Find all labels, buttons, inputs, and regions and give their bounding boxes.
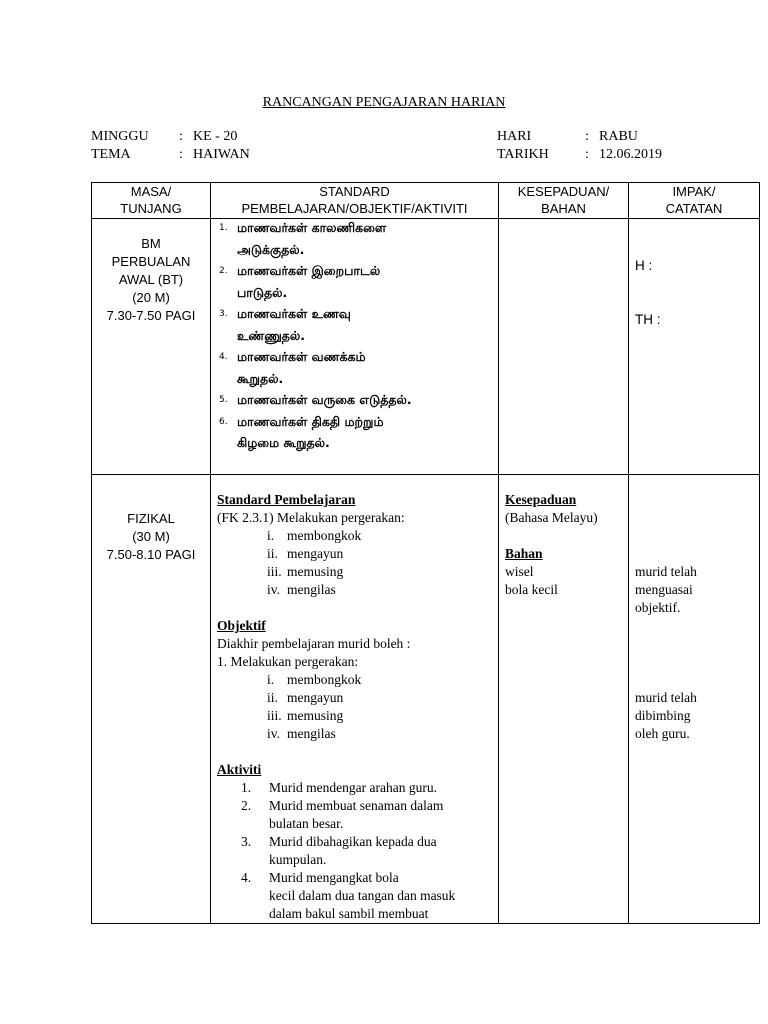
impak-cell	[629, 219, 760, 475]
list-item: 3. Murid dibahagikan kepada dua kumpulan.	[241, 834, 437, 867]
aktiviti-list	[217, 779, 498, 923]
list-item: ii. mengayun	[267, 690, 344, 705]
activity-cell	[211, 475, 499, 924]
list-item: 6. மாணவர்கள் திகதி மற்றும் கிழமை கூறுதல்.	[219, 413, 384, 450]
list-item: 1. மாணவர்கள் காலணிகளை அடுக்குதல்.	[219, 220, 387, 257]
header-kesepaduan: KESEPADUAN/ BAHAN	[499, 183, 629, 219]
hari-label: HARI	[497, 129, 532, 144]
list-item: iii. memusing	[267, 708, 344, 723]
bahan-item: bola kecil	[505, 582, 558, 597]
tarikh-value: 12.06.2019	[599, 147, 662, 162]
bahan-item: wisel	[505, 564, 534, 579]
list-item: 4. Murid mengangkat bola kecil dalam dua tangan dan masuk dalam bakul sambil membuat	[241, 870, 456, 921]
header-impak: IMPAK/ CATATAN	[629, 183, 760, 219]
list-item: 4. மாணவர்கள் வணக்கம் கூறுதல்.	[219, 349, 366, 386]
bahan-heading: Bahan	[505, 546, 543, 561]
list-item: iv. mengilas	[267, 726, 336, 741]
tarikh-label: TARIKH	[497, 147, 549, 162]
minggu-value: KE - 20	[193, 129, 238, 144]
list-item: iv. mengilas	[267, 582, 336, 597]
activity-cell	[211, 219, 499, 475]
hari-value: RABU	[599, 129, 638, 144]
standard-pembelajaran-heading: Standard Pembelajaran	[217, 492, 356, 507]
table-row	[92, 219, 760, 475]
list-item: 2. மாணவர்கள் இறைபாடல் பாடுதல்.	[219, 263, 381, 300]
movement-list	[217, 527, 498, 599]
masa-cell	[92, 219, 211, 475]
table-header-row	[92, 183, 760, 219]
table-row	[92, 475, 760, 924]
info-right	[497, 128, 662, 164]
impak-h: H :	[635, 258, 653, 273]
document-title: RANCANGAN PENGAJARAN HARIAN	[262, 95, 506, 110]
standard-line: (FK 2.3.1) Melakukan pergerakan:	[217, 510, 405, 525]
masa-text: BM PERBUALAN AWAL (BT) (20 M) 7.30-7.50 PAGI	[106, 236, 196, 323]
aktiviti-heading: Aktiviti	[217, 762, 262, 777]
list-item: 1. Murid mendengar arahan guru.	[241, 780, 437, 795]
objektif-line: 1. Melakukan pergerakan:	[217, 654, 359, 669]
tamil-activity-list	[211, 217, 498, 454]
list-item: i. membongkok	[267, 528, 362, 543]
colon: :	[179, 147, 183, 162]
masa-cell	[92, 475, 211, 924]
tema-value: HAIWAN	[193, 147, 250, 162]
catatan-note: murid telah dibimbing oleh guru.	[635, 690, 697, 741]
minggu-label: MINGGU	[91, 129, 149, 144]
colon: :	[585, 129, 589, 144]
objektif-heading: Objektif	[217, 618, 266, 633]
impak-th: TH :	[635, 312, 661, 327]
colon: :	[179, 129, 183, 144]
colon: :	[585, 147, 589, 162]
list-item: 2. Murid membuat senaman dalam bulatan besar.	[241, 798, 444, 831]
list-item: i. membongkok	[267, 672, 362, 687]
kesepaduan-cell	[499, 475, 629, 924]
kesepaduan-value: (Bahasa Melayu)	[505, 510, 598, 525]
catatan-note: murid telah menguasai objektif.	[635, 564, 697, 615]
kesepaduan-heading: Kesepaduan	[505, 492, 577, 507]
tema-label: TEMA	[91, 147, 131, 162]
movement-list	[217, 671, 498, 743]
masa-text: FIZIKAL (30 M) 7.50-8.10 PAGI	[106, 511, 196, 562]
info-left	[91, 128, 250, 164]
kesepaduan-cell	[499, 219, 629, 475]
list-item: 5. மாணவர்கள் வருகை எடுத்தல்.	[219, 392, 412, 407]
lesson-plan-table	[91, 182, 760, 924]
list-item: iii. memusing	[267, 564, 344, 579]
list-item: ii. mengayun	[267, 546, 344, 561]
header-standard: STANDARD PEMBELAJARAN/OBJEKTIF/AKTIVITI	[211, 183, 499, 219]
objektif-line: Diakhir pembelajaran murid boleh :	[217, 636, 411, 651]
header-masa: MASA/ TUNJANG	[92, 183, 211, 219]
list-item: 3. மாணவர்கள் உணவு உண்ணுதல்.	[219, 306, 351, 343]
catatan-cell	[629, 475, 760, 924]
